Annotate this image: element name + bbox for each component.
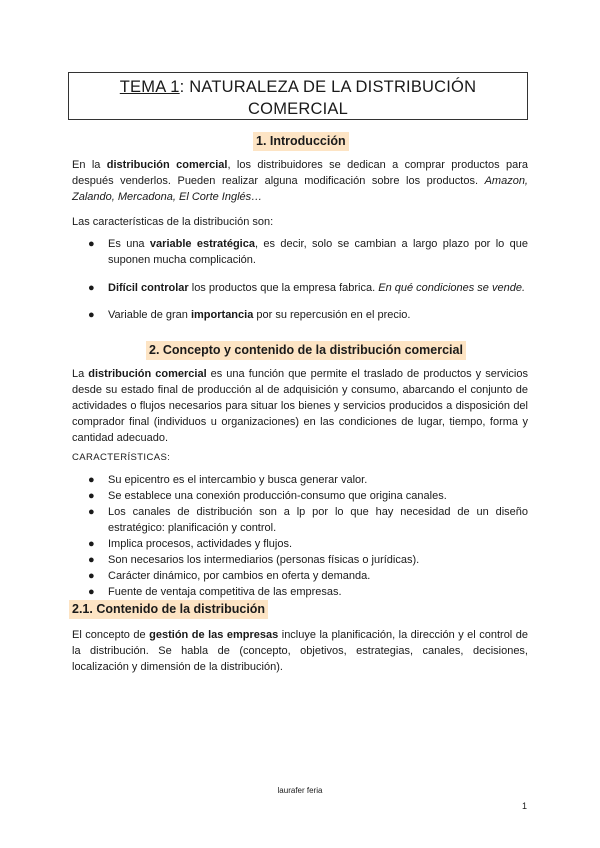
- bullet-icon: ●: [88, 570, 95, 582]
- section1-heading: 1. Introducción: [253, 132, 349, 151]
- list-item: ● Son necesarios los intermediarios (personas físicas o jurídicas).: [88, 554, 420, 566]
- section2-paragraph: La distribución comercial es una función que permite el traslado de productos y servicios desde su estado final de producción al de adquisición y consumo, abarcando el conjunto de actividades o flujos necesarios para situar los bienes y servicios producidos a disposición del comprador final (individuos u organizaciones) en las condiciones de lugar, tiempo, forma y cantidad adecuado.: [72, 368, 528, 444]
- bullet-icon: ●: [88, 282, 95, 294]
- list-item: ● Fuente de ventaja competitiva de las empresas.: [88, 586, 342, 598]
- list-item: ● Carácter dinámico, por cambios en oferta y demanda.: [88, 570, 371, 582]
- bullet-icon: ●: [88, 586, 95, 598]
- list-item: ● Se establece una conexión producción-consumo que origina canales.: [88, 490, 447, 502]
- section2-heading: 2. Concepto y contenido de la distribución comercial: [146, 341, 466, 360]
- list-item: ● Difícil controlar los productos que la empresa fabrica. En qué condiciones se vende.: [88, 282, 526, 294]
- list-item: ● Su epicentro es el intercambio y busca generar valor.: [88, 474, 368, 486]
- list-item: ● Los canales de distribución son a lp por lo que hay necesidad de un diseño estratégico: planificación y control.: [88, 506, 528, 534]
- bullet-icon: ●: [88, 474, 95, 486]
- list-item: ● Implica procesos, actividades y flujos.: [88, 538, 293, 550]
- bullet-icon: ●: [88, 490, 95, 502]
- bullet-icon: ●: [88, 309, 95, 321]
- list-item: ● Variable de gran importancia por su repercusión en el precio.: [88, 309, 411, 321]
- section21-paragraph: El concepto de gestión de las empresas incluye la planificación, la dirección y el control de la distribución. Se habla de (concepto, objetivos, estrategias, canales, decisiones, localización y dimensión de la distribución).: [72, 629, 528, 673]
- section1-paragraph-1: En la distribución comercial, los distribuidores se dedican a comprar productos para después venderlos. Pueden realizar alguna modificación sobre los productos. Amazon, Zalando, Mercadona, El Corte Inglés…: [72, 159, 528, 203]
- list-item: ● Es una variable estratégica, es decir, solo se cambian a largo plazo por lo que suponen mucha complicación.: [88, 238, 528, 266]
- section2-bullet-list: [72, 472, 528, 600]
- title-underlined: TEMA 1: [119, 78, 180, 96]
- section21-heading: 2.1. Contenido de la distribución: [69, 600, 268, 619]
- title-box: [68, 72, 528, 120]
- section1-paragraph-2: Las características de la distribución son:: [72, 216, 274, 228]
- title-line-1: [69, 76, 527, 98]
- title-line-2: COMERCIAL: [248, 100, 348, 118]
- bullet-icon: ●: [88, 538, 95, 550]
- page-number: 1: [522, 801, 528, 811]
- footer-author: laurafer feria: [277, 786, 323, 795]
- bullet-icon: ●: [88, 506, 95, 518]
- section1-bullet-list: [72, 236, 528, 323]
- bullet-icon: ●: [88, 238, 95, 250]
- title-rest: : NATURALEZA DE LA DISTRIBUCIÓN: [179, 78, 477, 96]
- characteristics-label: CARACTERÍSTICAS:: [72, 452, 171, 463]
- bullet-icon: ●: [88, 554, 95, 566]
